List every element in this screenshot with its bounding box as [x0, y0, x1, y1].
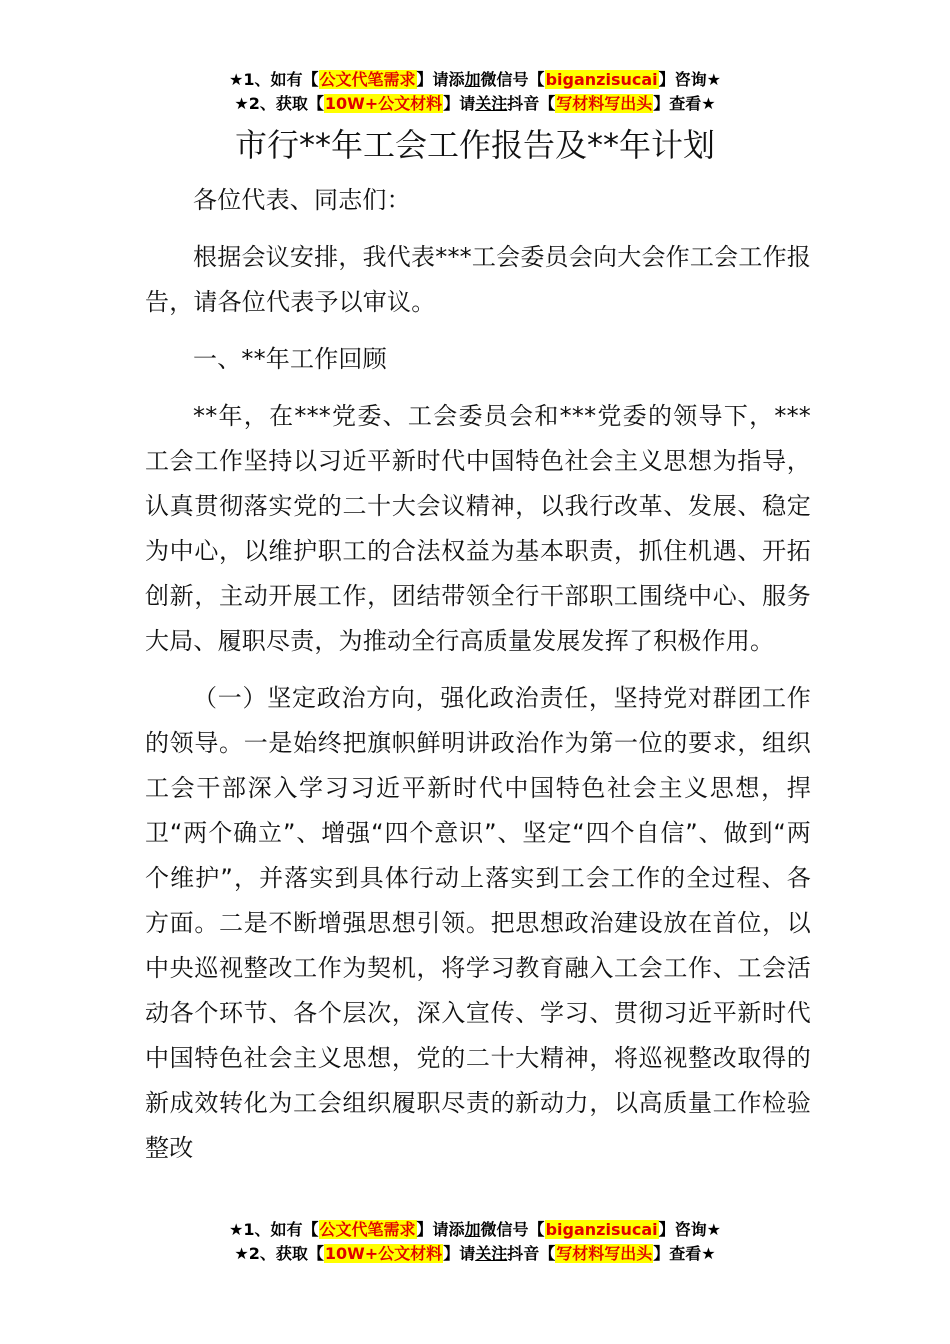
notice-text: 】请添: [416, 70, 465, 89]
highlight-douyin: 写材料写出头: [556, 94, 653, 113]
highlight-wechat-id: biganzisucai: [545, 1220, 658, 1239]
notice-emphasis: 关注: [475, 1244, 508, 1263]
highlight-service: 公文代笔需求: [319, 70, 416, 89]
body-paragraph: （一）坚定政治方向，强化政治责任，坚持党对群团工作的领导。一是始终把旗帜鲜明讲政治作为第一位的要求，组织工会干部深入学习习近平新时代中国特色社会主义思想，捍卫“两个确立”、增强“四个意识”、坚定“四个自信”、做到“两个维护”，并落实到具体行动上落实到工会工作的全过程、各方面。二是不断增强思想引领。把思想政治建设放在首位，以中央巡视整改工作为契机，将学习教育融入工会工作、工会活动各个环节、各个层次，深入宣传、学习、贯彻习近平新时代中国特色社会主义思想，党的二十大精神，将巡视整改取得的新成效转化为工会组织履职尽责的新动力，以高质量工作检验整改: [145, 684, 811, 1162]
section-heading: 一、**年工作回顾: [193, 345, 387, 373]
bottom-notice-line-1: [0, 1218, 950, 1242]
page-title: 市行**年工会工作报告及**年计划: [234, 126, 715, 164]
notice-text: ★2、获取【: [234, 1244, 324, 1263]
notice-text: 】请: [443, 1244, 476, 1263]
notice-emphasis: 加: [464, 1220, 481, 1239]
notice-text: 抖音【: [507, 1244, 556, 1263]
top-notice-line-1: [0, 68, 950, 92]
body-paragraph: **年，在***党委、工会委员会和***党委的领导下，***工会工作坚持以习近平新时代中国特色社会主义思想为指导，认真贯彻落实党的二十大会议精神，以我行改革、发展、稳定为中心，以维护职工的合法权益为基本职责，抓住机遇、开拓创新，主动开展工作，团结带领全行干部职工围绕中心、服务大局、履职尽责，为推动全行高质量发展发挥了积极作用。: [145, 402, 811, 655]
highlight-douyin: 写材料写出头: [556, 1244, 653, 1263]
body-paragraph: 根据会议安排，我代表***工会委员会向大会作工会工作报告，请各位代表予以审议。: [145, 243, 811, 316]
salutation: 各位代表、同志们：: [193, 186, 411, 214]
highlight-materials: 10W+公文材料: [324, 94, 443, 113]
bottom-notice-line-2: [0, 1242, 950, 1266]
notice-text: 微信号【: [480, 1220, 545, 1239]
notice-text: ★2、获取【: [234, 94, 324, 113]
notice-text: 】请: [443, 94, 476, 113]
highlight-materials: 10W+公文材料: [324, 1244, 443, 1263]
notice-text: ★1、如有【: [229, 70, 319, 89]
notice-emphasis: 加: [464, 70, 481, 89]
document-body: [145, 178, 811, 1183]
notice-emphasis: 关注: [475, 94, 508, 113]
notice-text: 】咨询★: [658, 70, 721, 89]
notice-text: 】咨询★: [658, 1220, 721, 1239]
highlight-wechat-id: biganzisucai: [545, 70, 658, 89]
notice-text: 微信号【: [480, 70, 545, 89]
notice-text: 抖音【: [507, 94, 556, 113]
notice-text: ★1、如有【: [229, 1220, 319, 1239]
highlight-service: 公文代笔需求: [319, 1220, 416, 1239]
notice-text: 】查看★: [653, 94, 716, 113]
top-notice-line-2: [0, 92, 950, 116]
notice-text: 】请添: [416, 1220, 465, 1239]
notice-text: 】查看★: [653, 1244, 716, 1263]
